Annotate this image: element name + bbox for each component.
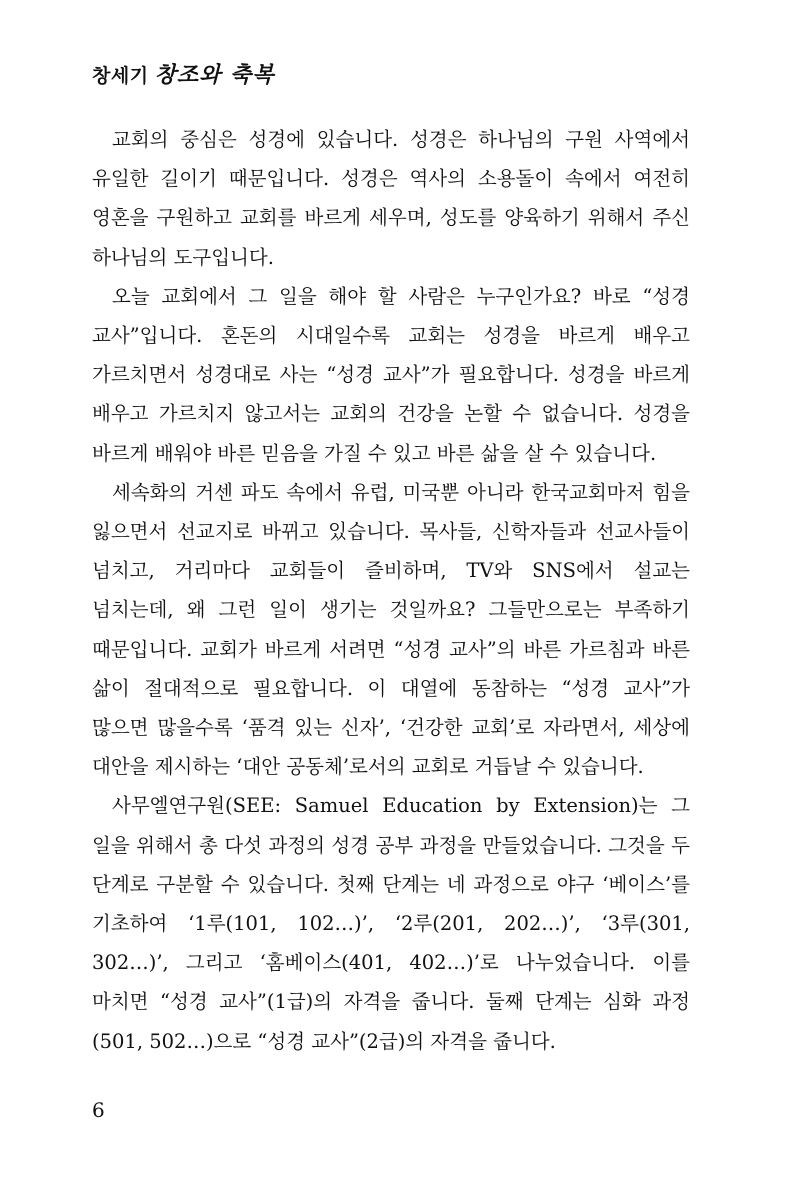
page-number: 6	[92, 1098, 105, 1122]
running-head	[92, 58, 274, 92]
paragraph-4: 사무엘연구원(SEE: Samuel Education by Extension)는 그 일을 위해서 총 다섯 과정의 성경 공부 과정을 만들었습니다. 그것을 두 단계로 구분할 수 있습니다. 첫째 단계는 네 과정으로 야구 ‘베이스’를 기초하여 ‘1루(101, 102…)’, ‘2루(201, 202…)’, ‘3루(301, 302…)’, 그리고 ‘홈베이스(401, 402…)’로 나누었습니다. 이를 마치면 “성경 교사”(1급)의 자격을 줍니다. 둘째 단계는 심화 과정(501, 502…)으로 “성경 교사”(2급)의 자격을 줍니다.	[92, 794, 690, 1053]
body-text	[92, 120, 690, 1061]
paragraph-3: 세속화의 거센 파도 속에서 유럽, 미국뿐 아니라 한국교회마저 힘을 잃으면서 선교지로 바뀌고 있습니다. 목사들, 신학자들과 선교사들이 넘치고, 거리마다 교회들이 즐비하며, TV와 SNS에서 설교는 넘치는데, 왜 그런 일이 생기는 것일까요? 그들만으로는 부족하기 때문입니다. 교회가 바르게 서려면 “성경 교사”의 바른 가르침과 바른 삶이 절대적으로 필요합니다. 이 대열에 동참하는 “성경 교사”가 많으면 많을수록 ‘품격 있는 신자’, ‘건강한 교회’로 자라면서, 세상에 대안을 제시하는 ‘대안 공동체’로서의 교회로 거듭날 수 있습니다.	[92, 480, 690, 779]
running-head-book: 창세기	[92, 65, 149, 87]
paragraph-1: 교회의 중심은 성경에 있습니다. 성경은 하나님의 구원 사역에서 유일한 길이기 때문입니다. 성경은 역사의 소용돌이 속에서 여전히 영혼을 구원하고 교회를 바르게 세우며, 성도를 양육하기 위해서 주신 하나님의 도구입니다.	[92, 128, 690, 269]
running-head-subtitle: 창조와 축복	[154, 63, 275, 88]
paragraph-2: 오늘 교회에서 그 일을 해야 할 사람은 누구인가요? 바로 “성경 교사”입니다. 혼돈의 시대일수록 교회는 성경을 바르게 배우고 가르치면서 성경대로 사는 “성경 교사”가 필요합니다. 성경을 바르게 배우고 가르치지 않고서는 교회의 건강을 논할 수 없습니다. 성경을 바르게 배워야 바른 믿음을 가질 수 있고 바른 삶을 살 수 있습니다.	[92, 284, 690, 465]
